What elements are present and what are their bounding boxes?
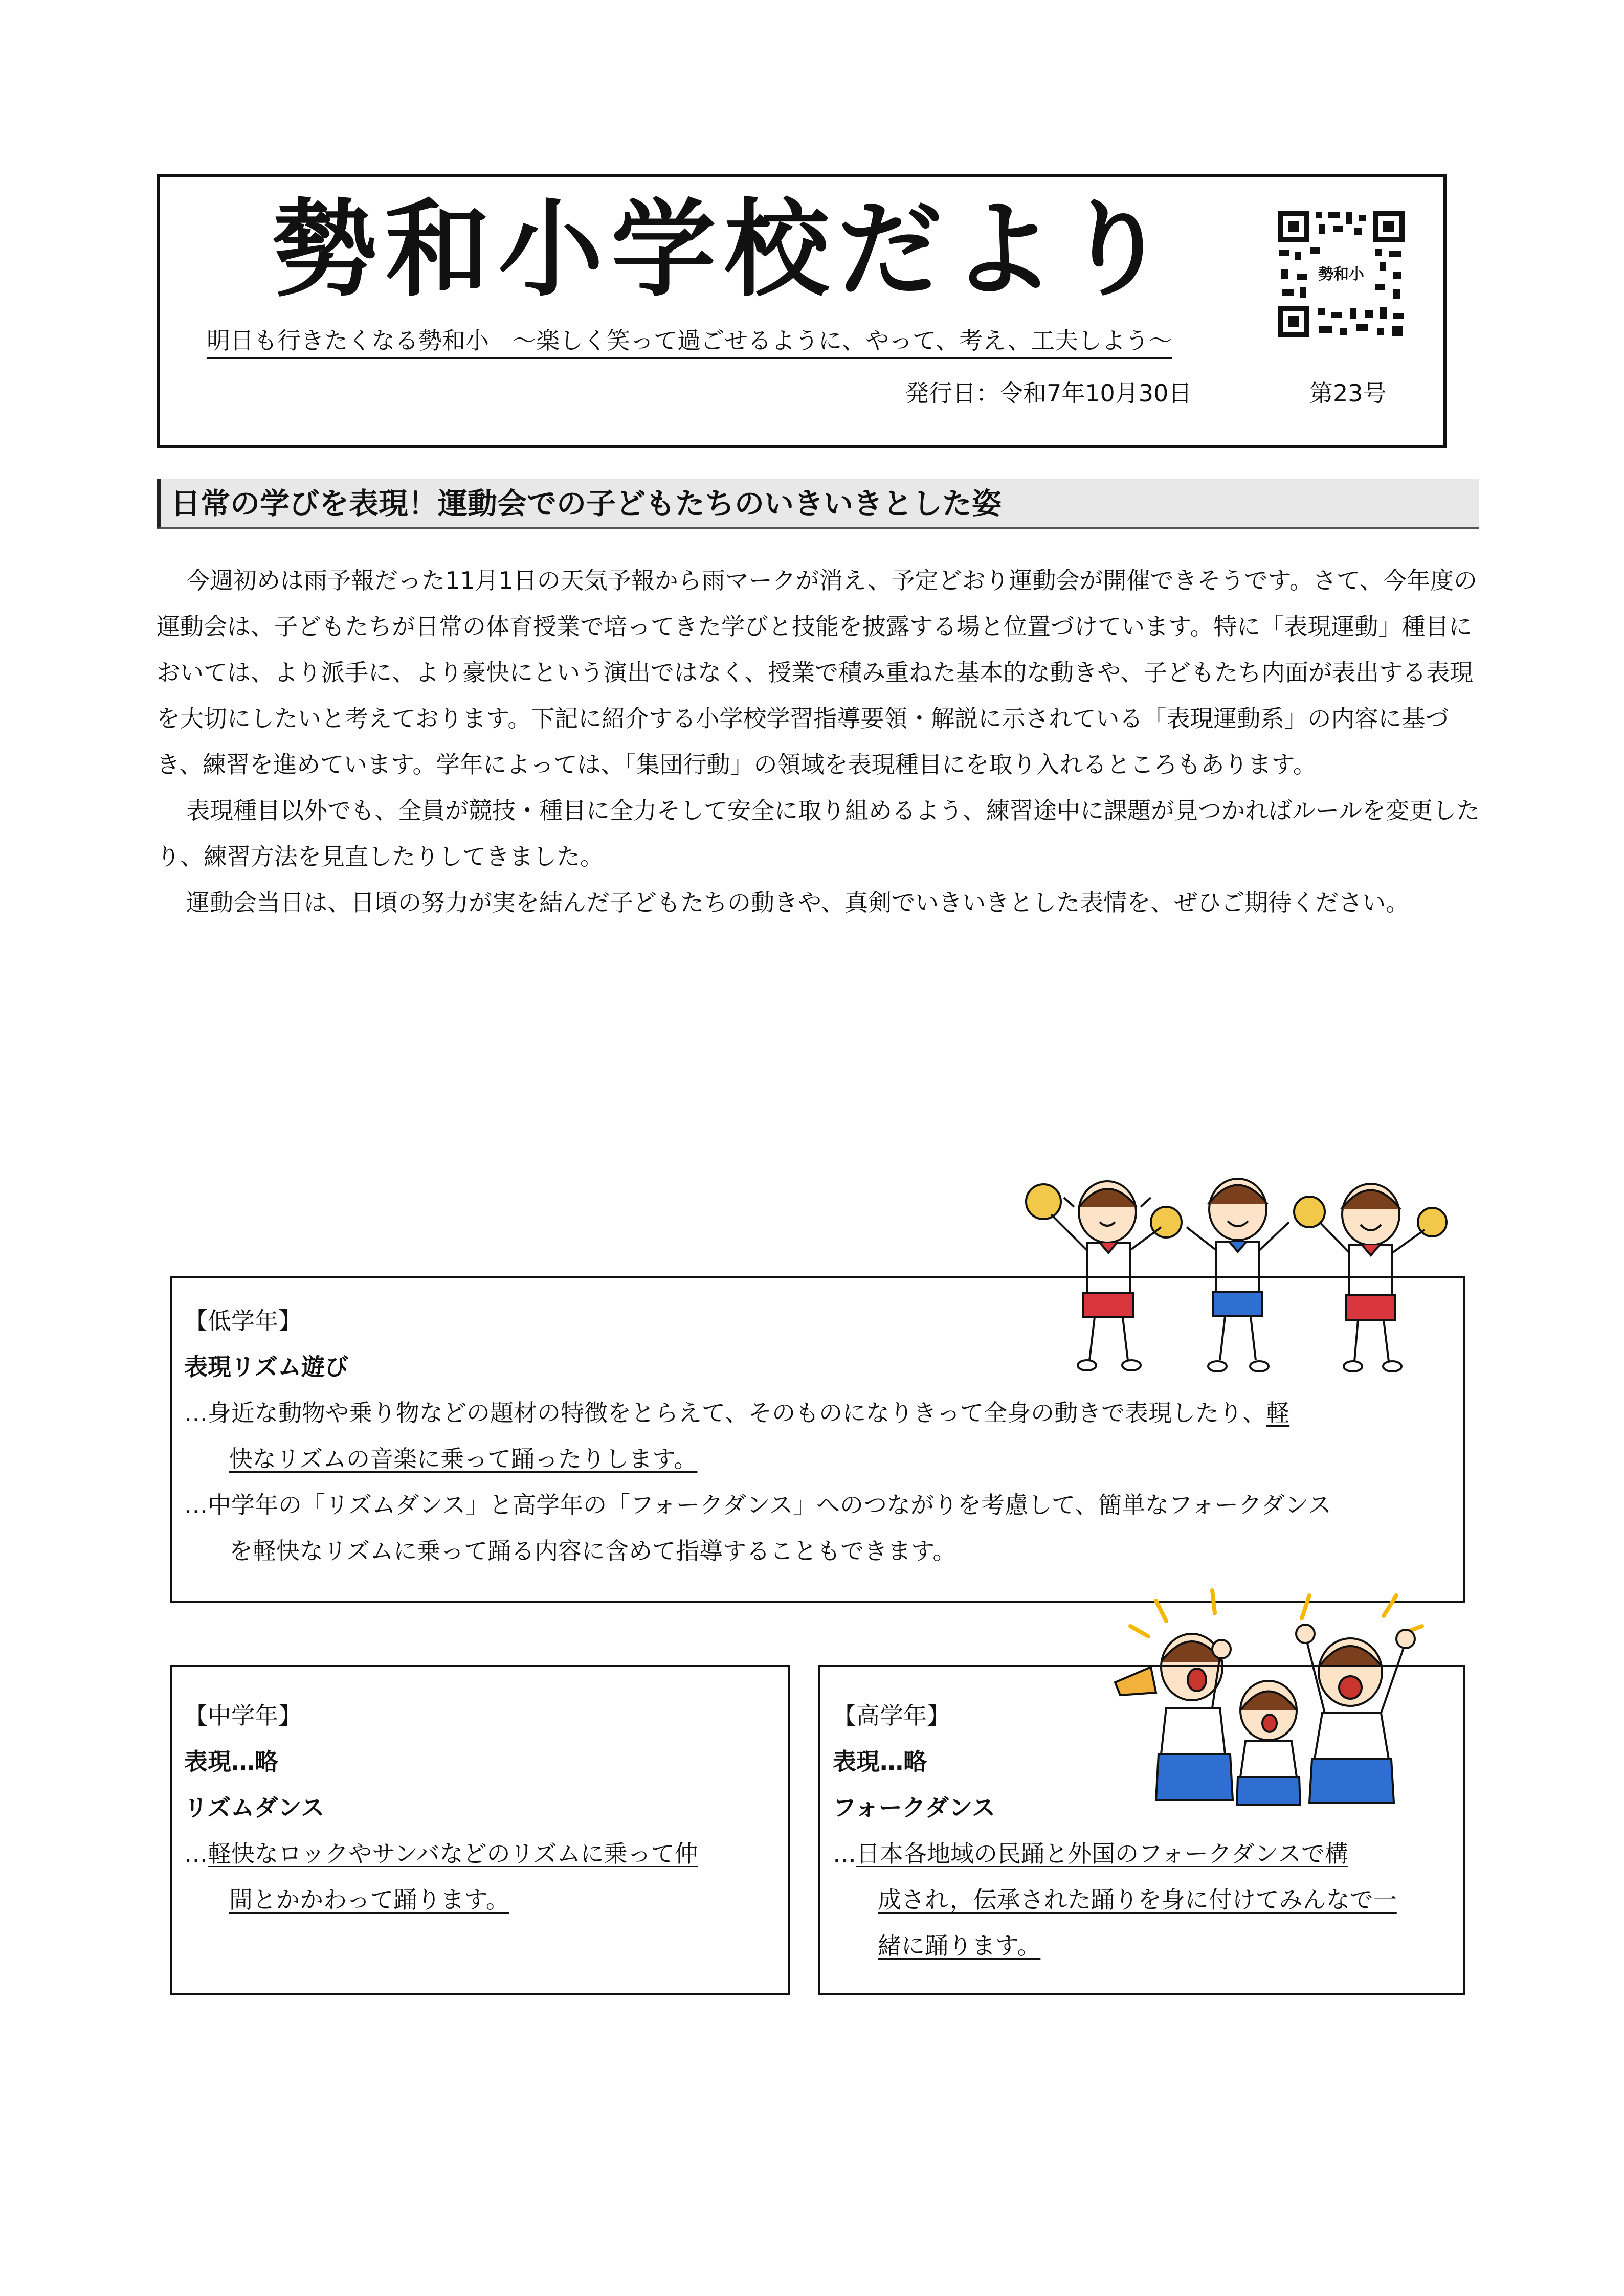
low-grade-item-1-emphasis: 軽 bbox=[1266, 1399, 1290, 1427]
header-box bbox=[157, 174, 1447, 448]
newsletter-title: 勢和小学校だより bbox=[272, 189, 1176, 311]
paragraph-1: 今週初めは雨予報だった11月1日の天気予報から雨マークが消え、予定どおり運動会が開催できそうです。さて、今年度の運動会は、子どもたちが日常の体育授業で培ってきた学びと技能を披露する場と位置づけています。特に「表現運動」種目においては、より派手に、より豪快にという演出ではなく、授業で積み重ねた基本的な動きや、子どもたち内面が表出する表現を大切にしたいと考えております。下記に紹介する小学校学習指導要領・解説に示されている「表現運動系」の内容に基づき、練習を進めています。学年によっては、「集団行動」の領域を表現種目にを取り入れるところもあります。 bbox=[157, 567, 1477, 778]
article-body bbox=[157, 557, 1481, 926]
issue-number: 第23号 bbox=[1309, 379, 1387, 407]
low-grade-item-1-text: …身近な動物や乗り物などの題材の特徴をとらえて、そのものになりきって全身の動きで表現したり、 bbox=[184, 1399, 1266, 1427]
low-grade-heading: 【低学年】 bbox=[184, 1307, 302, 1335]
low-grade-box bbox=[170, 1276, 1465, 1603]
issue-date: 発行日：令和7年10月30日 bbox=[905, 379, 1192, 407]
section-heading bbox=[157, 479, 1479, 529]
slogan: 明日も行きたくなる勢和小 ～楽しく笑って過ごせるように、やって、考え、工夫しよう～ bbox=[207, 325, 1172, 359]
middle-grade-item-line-2 bbox=[184, 1877, 777, 1923]
upper-grade-lead: … bbox=[833, 1840, 856, 1867]
middle-grade-item-line-1 bbox=[184, 1831, 777, 1877]
low-grade-subheading: 表現リズム遊び bbox=[184, 1353, 349, 1381]
low-grade-item-2-line-1: …中学年の「リズムダンス」と高学年の「フォークダンス」へのつながりを考慮して、簡単なフォークダンス bbox=[184, 1491, 1331, 1519]
low-grade-item-1-line-2 bbox=[184, 1436, 1453, 1482]
section-title: 日常の学びを表現！運動会での子どもたちのいきいきとした姿 bbox=[171, 486, 1002, 521]
upper-grade-item-line-2 bbox=[833, 1877, 1452, 1923]
middle-grade-heading: 【中学年】 bbox=[184, 1702, 302, 1729]
middle-grade-expression: 表現…略 bbox=[184, 1748, 278, 1775]
middle-grade-subheading: リズムダンス bbox=[184, 1794, 325, 1821]
upper-grade-box bbox=[818, 1665, 1465, 1995]
low-grade-item-2-line-2: を軽快なリズムに乗って踊る内容に含めて指導することもできます。 bbox=[229, 1537, 956, 1565]
middle-grade-text-1: 軽快なロックやサンバなどのリズムに乗って仲 bbox=[208, 1840, 698, 1867]
upper-grade-heading: 【高学年】 bbox=[833, 1702, 950, 1729]
qr-label: 勢和小 bbox=[1318, 265, 1364, 283]
paragraph-2: 表現種目以外でも、全員が競技・種目に全力そして安全に取り組めるよう、練習途中に課題が見つかればルールを変更したり、練習方法を見直したりしてきました。 bbox=[157, 797, 1480, 870]
middle-grade-text-2: 間とかかわって踊ります。 bbox=[229, 1886, 509, 1914]
middle-grade-box bbox=[170, 1665, 790, 1995]
qr-code-icon[interactable] bbox=[1275, 208, 1408, 341]
paragraph-3: 運動会当日は、日頃の努力が実を結んだ子どもたちの動きや、真剣でいきいきとした表情を、ぜひご期待ください。 bbox=[186, 889, 1410, 916]
upper-grade-subheading: フォークダンス bbox=[833, 1794, 995, 1821]
upper-grade-text-1: 日本各地域の民踊と外国のフォークダンスで構 bbox=[856, 1840, 1348, 1867]
upper-grade-item-line-1 bbox=[833, 1831, 1452, 1877]
upper-grade-item-line-3 bbox=[833, 1923, 1452, 1969]
upper-grade-text-2: 成され，伝承された踊りを身に付けてみんなで一 bbox=[878, 1886, 1397, 1914]
upper-grade-text-3: 緒に踊ります。 bbox=[878, 1932, 1041, 1960]
low-grade-item-1-line-1 bbox=[184, 1390, 1453, 1436]
upper-grade-expression: 表現…略 bbox=[833, 1748, 927, 1775]
low-grade-item-1-emphasis-cont: 快なリズムの音楽に乗って踊ったりします。 bbox=[229, 1445, 698, 1473]
middle-grade-lead: … bbox=[184, 1840, 208, 1867]
